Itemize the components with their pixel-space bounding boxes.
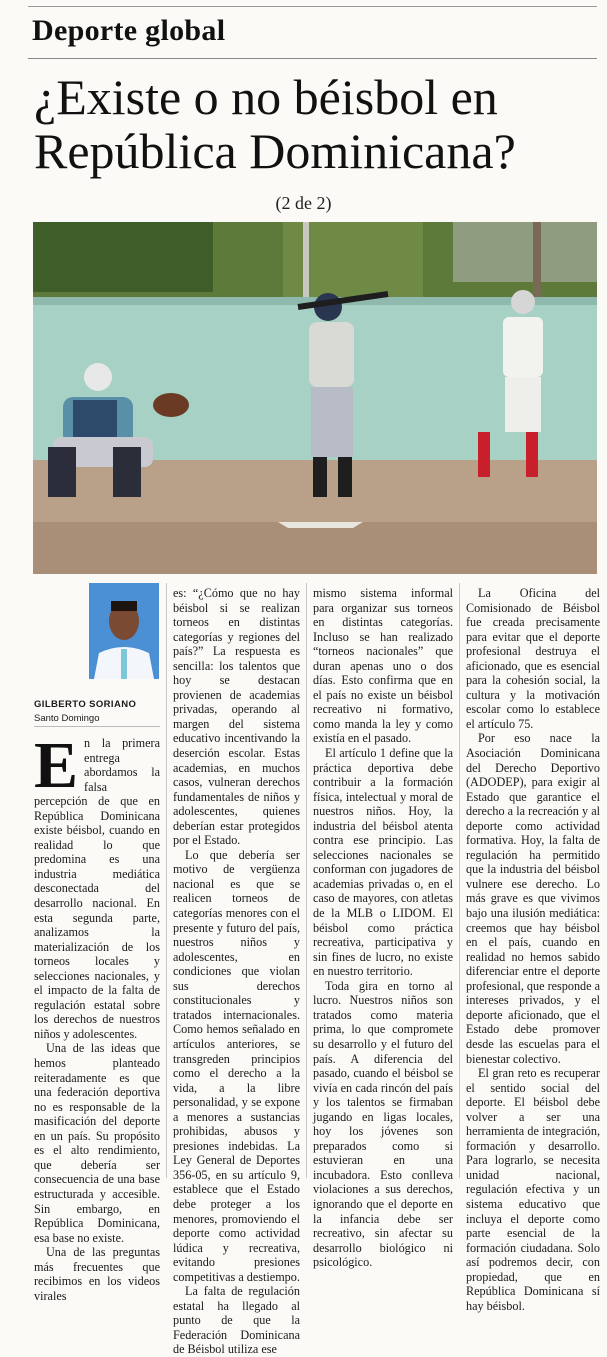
top-rule bbox=[28, 6, 597, 7]
home-plate bbox=[278, 522, 363, 528]
article-paragraph: El artículo 1 define que la práctica deportiva debe contribuir a la formación física, intelectual y moral de nuestros niños. Hoy, la industria del béisbol atenta contra ese principio. Las selecciones nacionales se conforman con jugadores de academias privadas o, en el caso de mayores, con atletas de la MLB o LIDOM. El béisbol como práctica recreativa, participativa y sin fines de lucro, no existe en nuestro territorio. bbox=[313, 746, 453, 979]
article-paragraph: mismo sistema informal para organizar sus torneos en distintas categorías. Incluso se han realizado “torneos nacionales” que duran apenas uno o dos días. Esto confirma que en el país no existe un béisbol recreativo ni formativo, como manda la ley y como existía en el pasado. bbox=[313, 586, 453, 746]
author-place: Santo Domingo bbox=[34, 713, 100, 724]
column-divider bbox=[306, 583, 307, 1178]
article-paragraph: Una de las ideas que hemos planteado reiteradamente es que una federación deportiva no es responsable de la masificación del deporte en un país. Su propósito es el alto rendimiento, que debería ser consecuencia de una base estructurada y accesible. Sin embargo, en República Dominicana, esa base no existe. bbox=[34, 1041, 160, 1245]
article-paragraph bbox=[34, 729, 160, 1041]
column-divider bbox=[459, 583, 460, 1178]
article-paragraph: Toda gira en torno al lucro. Nuestros niños son tratados como materia prima, lo que compromete su desarrollo y el futuro del país. A diferencia del pasado, cuando el béisbol se vivía en cada rincón del país y los talentos se firmaban jugando en ligas locales, hoy los jóvenes son preparados como si estuvieran en una incubadora. Esto conlleva violaciones a sus derechos, ignorando que el deporte en la infancia debe ser recreativo, sin afectar su desarrollo biológico ni psicológico. bbox=[313, 978, 453, 1270]
fence-post bbox=[303, 222, 309, 307]
article-paragraph: Una de las preguntas más frecuentes que recibimos en los videos virales bbox=[34, 1245, 160, 1303]
article-paragraph: Por eso nace la Asociación Dominicana del Derecho Deportivo (ADODEP), para exigir al Estado que garantice el derecho a la recreación y al deporte como actividad formativa. Hoy, la falta de regulación ha permitido que la industria del béisbol vulnere ese derecho. Lo más grave es que vivimos bajo una ilusión mediática: creemos que hay béisbol en el país, cuando en realidad no hemos sabido diferenciar entre el deporte profesional, que responde a intereses privados, y el deporte aficionado, que el Estado debe promover desde las escuelas para el bienestar colectivo. bbox=[466, 731, 601, 1066]
article-column-3 bbox=[313, 586, 453, 1270]
subhead: (2 de 2) bbox=[275, 193, 332, 213]
author-portrait-illustration bbox=[89, 583, 159, 679]
article-paragraph: El gran reto es recuperar el sentido social del deporte. El béisbol debe volver a ser una herramienta de integración, formación y desarrollo. Para lograrlo, se necesita unidad nacional, regulación efectiva y un sistema educativo que incluya el deporte como parte esencial de la formación ciudadana. Solo así podremos decir, con propiedad, que en República Dominicana sí hay béisbol. bbox=[466, 1066, 600, 1313]
article-column-1 bbox=[34, 729, 160, 1303]
baseball-photo-illustration bbox=[33, 222, 597, 574]
article-paragraph: es: “¿Cómo que no hay béisbol si se realizan torneos en distintas categorías y regiones del país?” La respuesta es sencilla: los talentos que hoy se destacan provienen de academias privadas, operando al margen del sistema educativo incentivando la deserción escolar. Estas academias, en muchos casos, vulneran derechos fundamentales de niños y adolescentes, quienes deberían estar protegidos por el Estado. bbox=[173, 586, 300, 848]
pole bbox=[533, 222, 541, 302]
baseball-photo bbox=[33, 222, 597, 574]
author-name: GILBERTO SORIANO bbox=[34, 699, 137, 710]
column-divider bbox=[166, 583, 167, 1178]
article-paragraph: Lo que debería ser motivo de vergüenza nacional es que se realicen torneos de categorías menores con el presente y futuro del país, nuestros niños y adolescentes, en condiciones que violan sus derechos constitucionales y tratados internacionales. Como hemos señalado en artículos anteriores, se transgreden principios como el derecho a la vida, a la libre personalidad, y se expone a menores a sustancias prohibidas, abusos y presiones indebidas. La Ley General de Deportes 356-05, en su artículo 9, establece que el Estado debe proteger a los menores, promoviendo el deporte como actividad lúdica y recreativa, evitando presiones competitivas a destiempo. bbox=[173, 847, 300, 1284]
paragraph-text: n la primera entrega abordamos la falsa percepción de que en República Dominicana existe béisbol, cuando en realidad lo que predomina es una industria mediática desconectada del desarrollo nacional. En esta segunda parte, analizamos la materialización de los torneos locales y selecciones nacionales, y el impacto de la falta de regulación estatal sobre los derechos de nuestros niños y adolescentes. bbox=[34, 736, 160, 1041]
author-portrait bbox=[89, 583, 159, 679]
article-column-2 bbox=[173, 586, 300, 1357]
drop-cap: E bbox=[34, 729, 79, 802]
article-paragraph: La falta de regulación estatal ha llegado al punto de que la Federación Dominicana de Béisbol utiliza ese bbox=[173, 1284, 300, 1357]
article-paragraph: La Oficina del Comisionado de Béisbol fue creada precisamente para evitar que el deporte profesional destruya el aficionado, que es esencial para la cohesión social, la cultura y la motivación escolar como lo establece el artículo 75. bbox=[466, 586, 600, 731]
article-column-4 bbox=[466, 586, 600, 1313]
author-rule bbox=[34, 726, 160, 727]
section-label: Deporte global bbox=[32, 14, 226, 47]
headline: ¿Existe o no béisbol en República Dominicana? bbox=[34, 69, 516, 179]
section-rule bbox=[28, 58, 597, 59]
